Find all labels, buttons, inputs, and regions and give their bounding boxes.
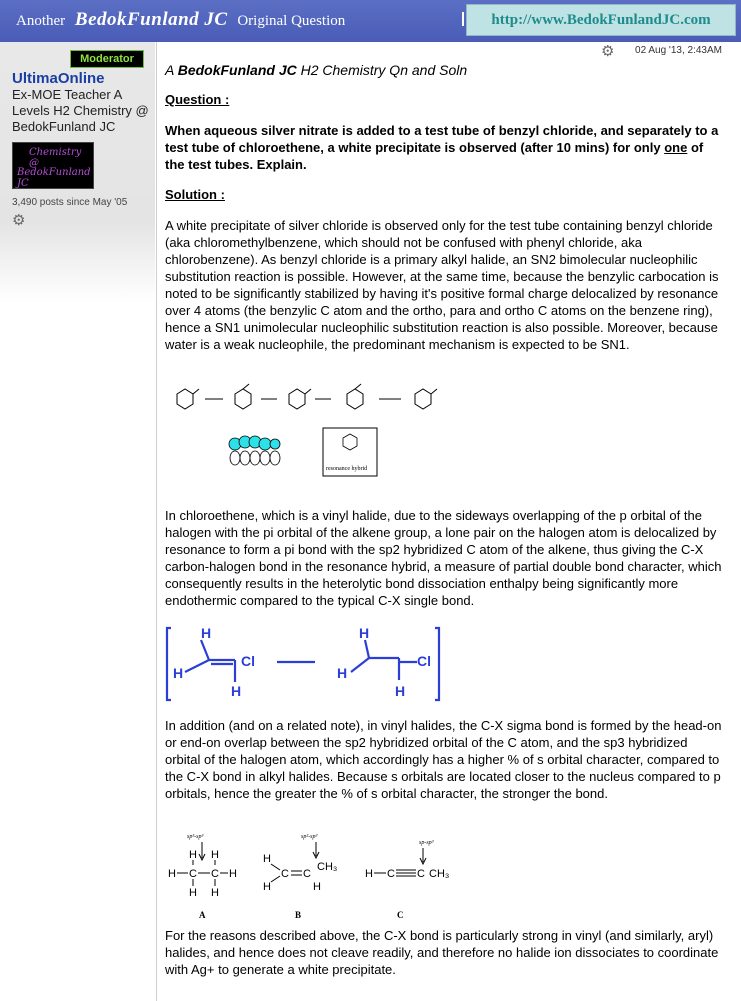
svg-text:H: H <box>189 849 197 861</box>
label-b-top: sp²-sp³ <box>301 834 318 840</box>
svg-text:H: H <box>168 868 176 880</box>
gear-icon[interactable]: ⚙ <box>601 43 615 60</box>
question-pre: When aqueous silver nitrate is added to a test tube of benzyl chloride, and separately to a test tube of chloroethene, a white precipitate is observed (after 10 mins) for only <box>165 123 719 155</box>
svg-text:H: H <box>189 887 197 899</box>
label-a: A <box>199 910 206 920</box>
question-heading: Question : <box>165 92 230 107</box>
post-count: 3,490 posts since May '05 <box>12 197 128 208</box>
question-text <box>165 122 725 173</box>
title-post: H2 Chemistry Qn and Soln <box>300 62 468 78</box>
user-title: Ex-MOE Teacher A Levels H2 Chemistry @ BedokFunland JC <box>12 87 149 134</box>
svg-text:H: H <box>211 887 219 899</box>
avatar-line1: Chemistry @ <box>29 147 82 169</box>
svg-text:H: H <box>313 881 321 893</box>
benzyl-resonance-figure <box>165 382 465 482</box>
svg-text:C: C <box>303 868 311 880</box>
svg-text:C: C <box>387 868 395 880</box>
svg-text:C: C <box>417 868 425 880</box>
paragraph-3: In addition (and on a related note), in vinyl halides, the C-X sigma bond is formed by the head-on or end-on overlap between the sp2 hybridized orbital of the C atom, and the sp3 hybridized orbital of the halogen atom, which accordingly has a higher % of s orbital character, compared to the C-X bond in alkyl halides. Because s orbitals are located closer to the nucleus compared to p orbitals, hence the greater the % of s orbital character, the stronger the bond. <box>165 718 722 801</box>
svg-text:H: H <box>263 881 271 893</box>
moderator-badge: Moderator <box>70 50 144 68</box>
banner-post: Original Question <box>237 13 346 29</box>
user-sidebar <box>0 42 155 1001</box>
svg-text:C: C <box>211 868 219 880</box>
svg-text:H: H <box>229 868 237 880</box>
site-url-link[interactable]: http://www.BedokFunlandJC.com <box>466 4 736 36</box>
gear-icon[interactable]: ⚙ <box>12 212 26 229</box>
svg-text:Cl: Cl <box>417 653 431 669</box>
svg-text:H: H <box>365 868 373 880</box>
resonance-hybrid-label: resonance hybrid <box>326 466 368 472</box>
svg-text:Cl: Cl <box>241 653 255 669</box>
title-brand: BedokFunland JC <box>177 62 297 78</box>
paragraph-2: In chloroethene, which is a vinyl halide, due to the sideways overlapping of the p orbital of the halogen with the pi orbital of the alkene group, a lone pair on the halogen atom is delocalized by resonance to form a pi bond with the sp2 hybridized C atom of the alkene, thus giving the C-X carbon-halogen bond in the resonance hybrid, a measure of partial double bond character, which consequently results in the heterolytic bond dissociation enthalpy being significantly more endothermic compared to the typical C-X single bond. <box>165 508 722 608</box>
post-body <box>156 42 741 1001</box>
username-link[interactable]: UltimaOnline <box>12 70 105 87</box>
post-date: 02 Aug '13, 2:43AM <box>635 45 722 56</box>
svg-text:C: C <box>281 868 289 880</box>
svg-text:H: H <box>359 625 370 641</box>
svg-text:H: H <box>173 665 184 681</box>
svg-text:H: H <box>211 849 219 861</box>
banner-text <box>16 9 345 31</box>
question-post: of the test tubes. Explain. <box>165 140 704 172</box>
svg-text:H: H <box>263 853 271 865</box>
avatar <box>12 142 94 189</box>
label-c: C <box>397 910 404 920</box>
paragraph-4: For the reasons described above, the C-X bond is particularly strong in vinyl (and similarly, aryl) halides, and hence does not cleave readily, and therefore no halide ion dissociates to coordinate with Ag+ to generate a white precipitate. <box>165 928 719 977</box>
chloroethene-resonance-figure <box>165 620 455 705</box>
svg-text:H: H <box>337 665 348 681</box>
hybridization-comparison-figure <box>165 830 465 920</box>
title-pre: A <box>165 62 174 78</box>
solution-heading: Solution : <box>165 187 225 202</box>
post-title <box>165 62 467 78</box>
label-c-top: sp-sp³ <box>419 840 434 846</box>
avatar-line2: BedokFunland JC <box>17 167 91 189</box>
banner-pre: Another <box>16 13 66 29</box>
banner-divider <box>462 12 464 26</box>
svg-text:CH₃: CH₃ <box>317 861 338 873</box>
svg-text:H: H <box>231 683 242 699</box>
svg-text:C: C <box>189 868 197 880</box>
label-a-top: sp³-sp³ <box>187 834 204 840</box>
header-banner <box>0 0 741 42</box>
svg-text:H: H <box>395 683 406 699</box>
banner-brand: BedokFunland JC <box>74 9 228 30</box>
question-emphasis: one <box>664 140 688 155</box>
label-b: B <box>295 910 302 920</box>
svg-text:CH₃: CH₃ <box>429 868 450 880</box>
svg-text:H: H <box>201 625 212 641</box>
paragraph-1: A white precipitate of silver chloride is observed only for the test tube containing benzyl chloride (aka chloromethylbenzene, which should not be confused with phenyl chloride, aka chlorobenzene). As benzyl chloride is a primary alkyl halide, an SN2 bimolecular nucleophilic substitution reaction is possible. However, at the same time, because the benzylic carbocation is noted to be significantly stabilized by having it's positive formal charge delocalized by resonance over 4 atoms (the benzylic C atom and the ortho, para and ortho C atoms on the benzene ring), hence a SN1 unimolecular nucleophilic substitution reaction is also possible. Moreover, because water is a weak nucleophile, the predominant mechanism is expected to be SN1. <box>165 218 719 352</box>
